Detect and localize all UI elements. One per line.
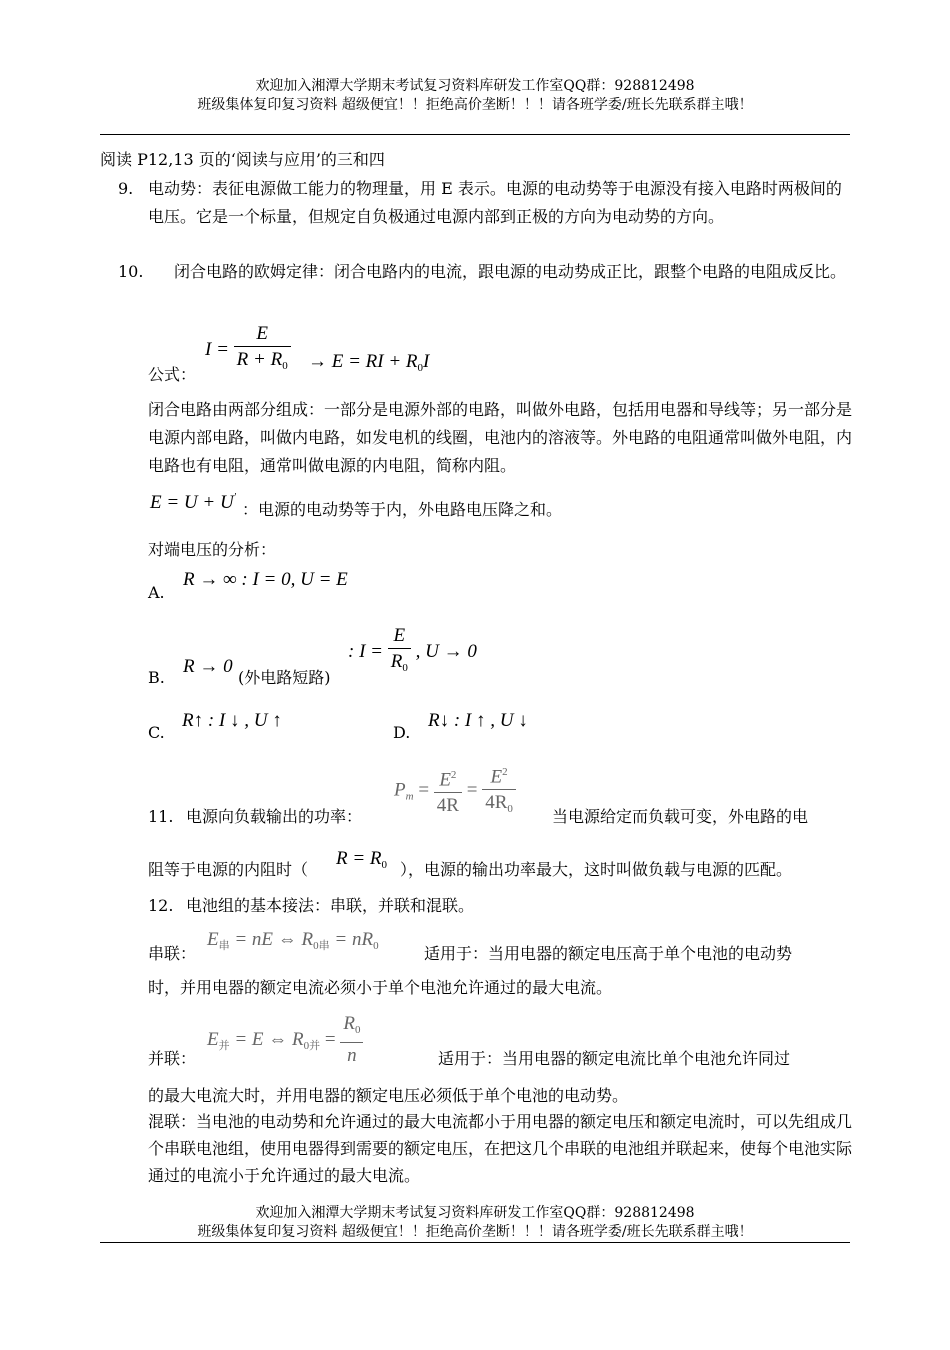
circuit-description: 闭合电路由两部分组成：一部分是电源外部的电路，叫做外电路，包括用电器和导线等；另一部分是电源内部电路，叫做内电路，如发电机的线圈，电池内的溶液等。外电路的电阻通常叫做外电阻，内电路也有电阻，通常叫做电源的内电阻，简称内阻。	[148, 400, 853, 475]
header-line-2: 班级集体复印复习资料 超级便宜！！拒绝高价垄断！！！请各班学委/班长先联系群主哦！	[197, 97, 753, 113]
terminal-title: 对端电压的分析：	[148, 540, 277, 559]
series-formula: $E_串$ = nE ⇔ $R_{0串} = nR_0$	[207, 929, 379, 952]
ohm-formula	[205, 322, 291, 379]
item-11-after: 当电源给定而负载可变，外电路的电	[552, 807, 809, 826]
footer-line-2: 班级集体复印复习资料 超级便宜！！拒绝高价垄断！！！请各班学委/班长先联系群主哦！	[197, 1224, 753, 1240]
item-11-line2-post: ），电源的输出功率最大，这时叫做负载与电源的匹配。	[400, 860, 793, 879]
mixed-text: 混联：当电池的电动势和允许通过的最大电流都小于用电器的额定电压和额定电流时，可以先组成几个串联电池组，使用电器得到需要的额定电压，在把这几个串联的电池组并联起来，使每个电池实际通过的电流小于允许通过的最大电流。	[148, 1112, 853, 1185]
intro-line: 阅读 P12,13 页的‘阅读与应用’的三和四	[100, 150, 385, 169]
item-11-label: 电源向负载输出的功率：	[186, 807, 363, 826]
item-10-text: 闭合电路的欧姆定律：闭合电路内的电流，跟电源的电动势成正比，跟整个电路的电阻成反比。	[174, 262, 847, 281]
case-b-note: (外电路短路)	[238, 668, 331, 687]
ohm-rhs: → E = RI + $R_0I$	[308, 351, 430, 374]
case-d-label: D.	[393, 723, 411, 742]
case-c-formula: R↑ : I ↓ , U ↑	[182, 710, 282, 731]
item-10-number: 10.	[118, 262, 144, 281]
item-9-number: 9.	[118, 179, 134, 198]
page-header	[0, 77, 950, 115]
arrow-icon: →	[308, 351, 327, 372]
footer-rule	[100, 1242, 850, 1243]
ohm-numerator: E	[256, 323, 268, 344]
page-footer	[0, 1204, 950, 1242]
case-b-fraction: $\frac{E}{R_0}$	[388, 624, 411, 681]
item-9-text: 电动势：表征电源做工能力的物理量，用 E 表示。电源的电动势等于电源没有接入电路时两极间的电压。它是一个标量，但规定自负极通过电源内部到正极的方向为电动势的方向。	[148, 179, 842, 226]
footer-line-1: 欢迎加入湘潭大学期末考试复习资料库研发工作室QQ群：928812498	[255, 1205, 695, 1221]
case-d-formula: R↓ : I ↑ , U ↓	[428, 710, 528, 731]
case-b-label: B.	[148, 668, 165, 687]
series-line2: 时，并用电器的额定电流必须小于单个电池允许通过的最大电流。	[148, 978, 613, 997]
case-a-label: A.	[148, 583, 165, 602]
parallel-line2: 的最大电流大时，并用电器的额定电压必须低于单个电池的电动势。	[148, 1086, 629, 1105]
series-after: 适用于：当用电器的额定电压高于单个电池的电动势	[424, 944, 793, 963]
case-c-label: C.	[148, 723, 165, 742]
item-11-number: 11.	[148, 807, 174, 826]
series-label: 串联：	[148, 944, 197, 963]
case-b-result: : I = $\frac{E}{R_0}$ , U → 0	[348, 624, 477, 681]
item-11-line2-pre: 阻等于电源的内阻时（	[148, 860, 309, 879]
ohm-lhs: I =	[205, 338, 229, 360]
ohm-denominator: $R + R_0$	[234, 346, 291, 379]
max-power-formula: $P_m$ = $\frac{E^2}{4R}$ = $\frac{E^2}{4R_0}$	[394, 760, 516, 822]
emf-sum-formula: E = U + U'	[150, 492, 236, 513]
item-12-label: 电池组的基本接法：串联，并联和混联。	[186, 896, 475, 915]
match-formula: $R = R_0$	[336, 848, 388, 871]
ohm-fraction	[234, 322, 291, 379]
header-rule	[100, 134, 850, 135]
case-a-formula: R → ∞ : I = 0, U = E	[183, 569, 348, 590]
parallel-formula: $E_并 = E$ ⇔ $R_{0并}$ = $\frac{R_0}{n}$	[207, 1012, 363, 1069]
parallel-after: 适用于：当用电器的额定电流比单个电池允许同过	[438, 1049, 791, 1068]
item-12-number: 12.	[148, 896, 174, 915]
emf-sum-text: ：电源的电动势等于内，外电路电压降之和。	[242, 500, 563, 519]
case-b-formula: R → 0	[183, 656, 233, 677]
parallel-label: 并联：	[148, 1049, 197, 1068]
header-line-1: 欢迎加入湘潭大学期末考试复习资料库研发工作室QQ群：928812498	[255, 78, 695, 94]
formula-label: 公式：	[148, 365, 197, 384]
